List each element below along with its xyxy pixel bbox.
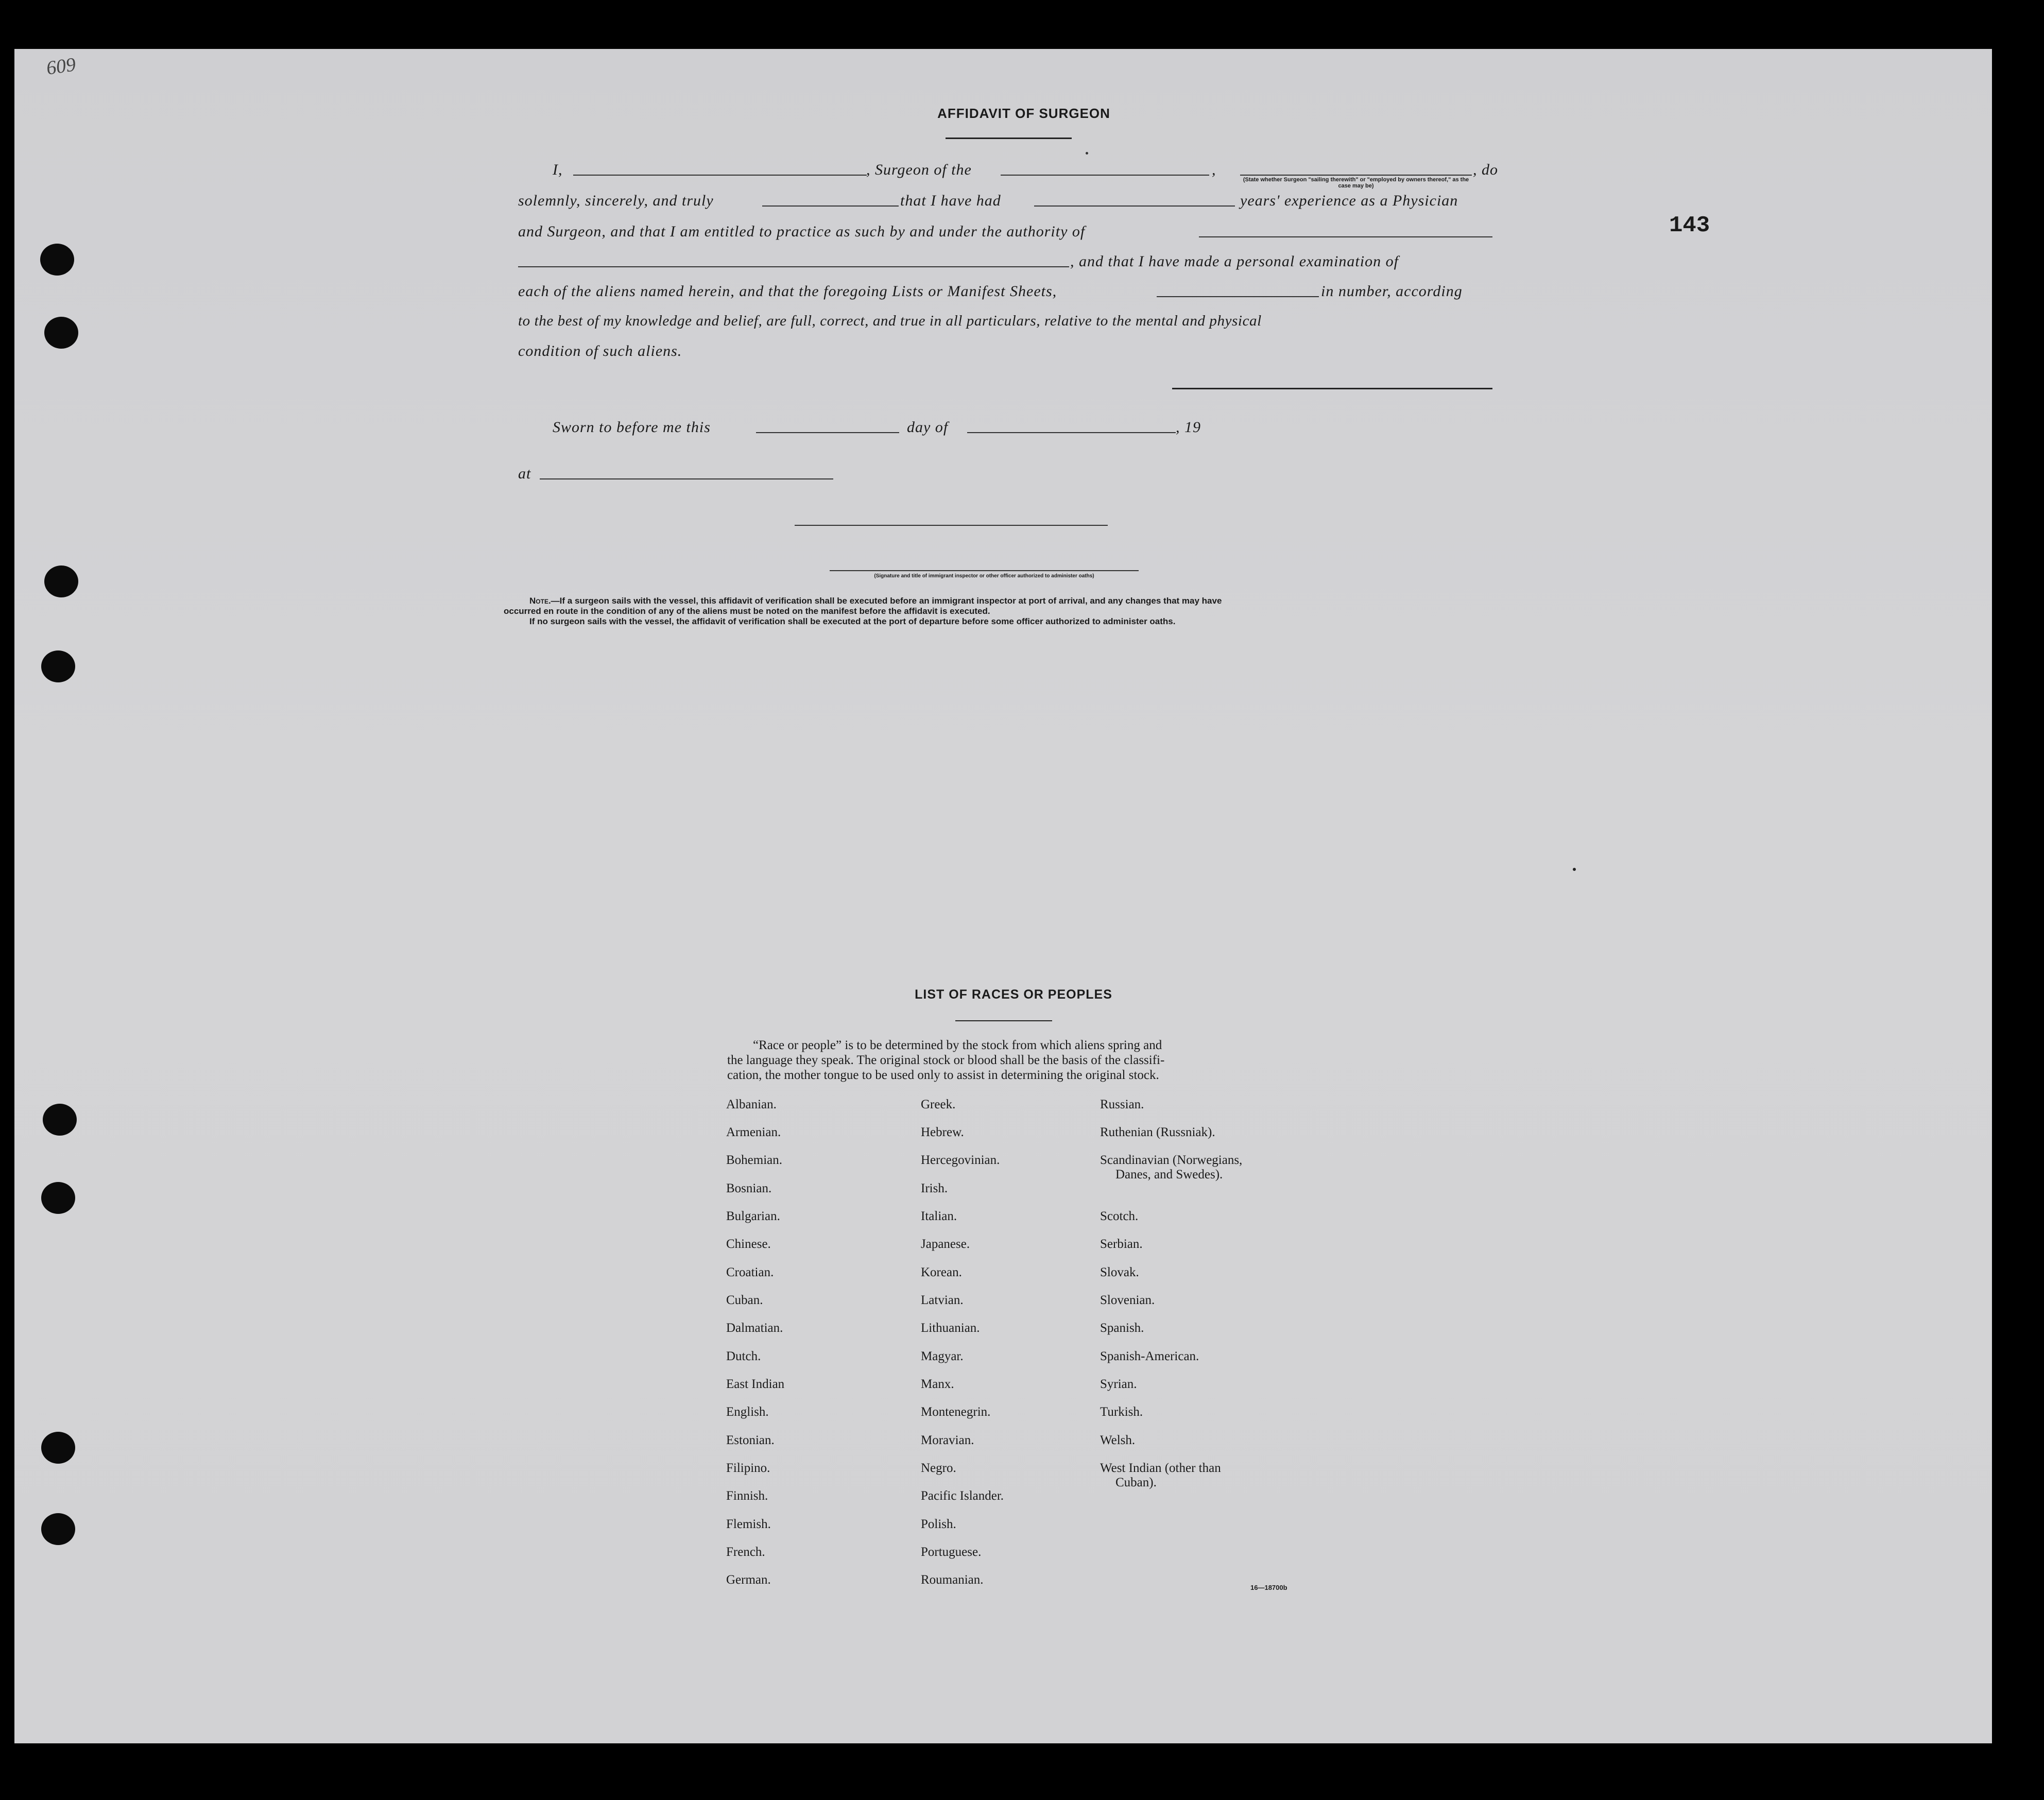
race-item: Magyar. (921, 1349, 964, 1363)
race-item: Moravian. (921, 1433, 974, 1447)
authority-field (1199, 236, 1492, 237)
race-item: Albanian. (726, 1098, 777, 1111)
race-item: Spanish-American. (1100, 1349, 1199, 1363)
affidavit-text: , and that I have made a personal examination of (1070, 253, 1399, 270)
punch-hole (44, 565, 78, 597)
affidavit-text: in number, according (1321, 283, 1463, 300)
race-item: Dutch. (726, 1349, 761, 1363)
races-title-underline (955, 1020, 1052, 1021)
affidavit-text: , do (1473, 161, 1498, 178)
form-number: 16—18700b (1250, 1584, 1287, 1591)
race-item: Manx. (921, 1377, 954, 1391)
race-item: Montenegrin. (921, 1405, 991, 1419)
surgeon-signature-line (1172, 388, 1492, 389)
handwritten-mark: 609 (45, 54, 77, 79)
speck (1573, 868, 1576, 871)
race-item: French. (726, 1545, 765, 1559)
race-item: Welsh. (1100, 1433, 1136, 1447)
race-item: Cuban). (1115, 1476, 1157, 1489)
affidavit-text: I, (553, 161, 563, 178)
sheet-count-field (1157, 296, 1319, 297)
affidavit-text: that I have had (900, 192, 1001, 209)
note-text: occurred en route in the condition of any of the aliens must be noted on the manifest before the affidavit is executed. (504, 606, 990, 616)
years-field (1034, 205, 1235, 207)
document-page (14, 49, 1992, 1743)
affidavit-text: at (518, 465, 531, 482)
punch-hole (41, 1513, 75, 1545)
race-item: Bohemian. (726, 1153, 783, 1167)
race-item: Hercegovinian. (921, 1153, 1000, 1167)
race-item: Danes, and Swedes). (1115, 1168, 1223, 1181)
vessel-name-field (1001, 175, 1209, 176)
race-item: German. (726, 1573, 771, 1587)
punch-hole (43, 1104, 77, 1136)
race-item: Chinese. (726, 1237, 771, 1251)
race-item: Irish. (921, 1181, 948, 1195)
punch-hole (41, 1182, 75, 1214)
affidavit-text: to the best of my knowledge and belief, are full, correct, and true in all particulars, relative to the mental and physical (518, 313, 1262, 329)
affidavit-text: Sworn to before me this (553, 419, 711, 436)
surgeon-name-field (573, 175, 867, 176)
race-item: Estonian. (726, 1433, 775, 1447)
place-field (540, 478, 833, 479)
race-item: Turkish. (1100, 1405, 1143, 1419)
affidavit-text: , 19 (1176, 419, 1201, 436)
race-item: Scotch. (1100, 1209, 1139, 1223)
signature-caption: (Signature and title of immigrant inspector or other officer authorized to administer oaths) (874, 573, 1094, 579)
affidavit-text: each of the aliens named herein, and that the foregoing Lists or Manifest Sheets, (518, 283, 1057, 300)
affidavit-text: , Surgeon of the (866, 161, 972, 178)
race-item: Finnish. (726, 1489, 768, 1503)
note-text: If no surgeon sails with the vessel, the affidavit of verification shall be executed at the port of departure before some officer authorized to administer oaths. (529, 616, 1176, 626)
race-item: Filipino. (726, 1461, 770, 1475)
race-item: Scandinavian (Norwegians, (1100, 1153, 1243, 1167)
races-title: LIST OF RACES OR PEOPLES (915, 987, 1112, 1002)
authority-field-continued (518, 266, 1069, 267)
race-item: Armenian. (726, 1125, 781, 1139)
affidavit-note (504, 596, 1503, 627)
race-item: West Indian (other than (1100, 1461, 1221, 1475)
speck (1086, 152, 1088, 155)
surgeon-status-field (1240, 175, 1472, 176)
intro-text: “Race or people” is to be determined by the stock from which aliens spring and (753, 1038, 1162, 1052)
intro-text: cation, the mother tongue to be used only to assist in determining the original stock. (727, 1068, 1159, 1082)
page-number: 143 (1669, 213, 1710, 238)
punch-hole (44, 317, 78, 349)
race-item: English. (726, 1405, 769, 1419)
race-item: Russian. (1100, 1098, 1144, 1111)
note-text: —If a surgeon sails with the vessel, this affidavit of verification shall be executed before an immigrant inspector at port of arrival, and any changes that may have (551, 596, 1222, 606)
race-item: Flemish. (726, 1517, 771, 1531)
race-item: Ruthenian (Russniak). (1100, 1125, 1215, 1139)
intro-text: the language they speak. The original stock or blood shall be the basis of the classifi- (727, 1053, 1165, 1067)
affidavit-text: and Surgeon, and that I am entitled to practice as such by and under the authority of (518, 223, 1086, 240)
punch-hole (40, 244, 74, 276)
affidavit-title: AFFIDAVIT OF SURGEON (937, 106, 1110, 121)
race-item: Dalmatian. (726, 1321, 783, 1335)
race-item: Portuguese. (921, 1545, 982, 1559)
field-note: (State whether Surgeon "sailing therewith" or "employed by owners thereof," as the case may be) (1243, 177, 1469, 189)
inspector-signature-line (795, 525, 1108, 526)
title-underline (946, 138, 1072, 139)
race-item: Negro. (921, 1461, 956, 1475)
affidavit-text: solemnly, sincerely, and truly (518, 192, 714, 209)
race-item: Pacific Islander. (921, 1489, 1004, 1503)
race-item: Spanish. (1100, 1321, 1144, 1335)
race-item: Syrian. (1100, 1377, 1137, 1391)
race-item: Hebrew. (921, 1125, 964, 1139)
race-item: Greek. (921, 1098, 956, 1111)
sworn-month-field (967, 432, 1176, 433)
affidavit-text: condition of such aliens. (518, 342, 682, 359)
race-item: Croatian. (726, 1265, 774, 1279)
race-item: Cuban. (726, 1293, 763, 1307)
race-item: Bulgarian. (726, 1209, 780, 1223)
race-item: Slovenian. (1100, 1293, 1155, 1307)
affidavit-text: , (1212, 161, 1216, 178)
race-item: Korean. (921, 1265, 962, 1279)
inspector-title-line (830, 570, 1139, 571)
race-item: Latvian. (921, 1293, 964, 1307)
race-item: Japanese. (921, 1237, 970, 1251)
race-item: Lithuanian. (921, 1321, 980, 1335)
affidavit-text: day of (907, 419, 949, 436)
race-item: Serbian. (1100, 1237, 1143, 1251)
race-item: Polish. (921, 1517, 956, 1531)
note-label: Note. (529, 596, 551, 606)
punch-hole (41, 1432, 75, 1464)
sworn-day-field (756, 432, 899, 433)
race-item: Roumanian. (921, 1573, 984, 1587)
race-item: East Indian (726, 1377, 785, 1391)
races-intro (727, 1038, 1304, 1083)
race-item: Slovak. (1100, 1265, 1139, 1279)
punch-hole (41, 650, 75, 682)
affidavit-text: years' experience as a Physician (1240, 192, 1458, 209)
race-item: Bosnian. (726, 1181, 772, 1195)
oath-field (762, 205, 899, 207)
race-item: Italian. (921, 1209, 957, 1223)
